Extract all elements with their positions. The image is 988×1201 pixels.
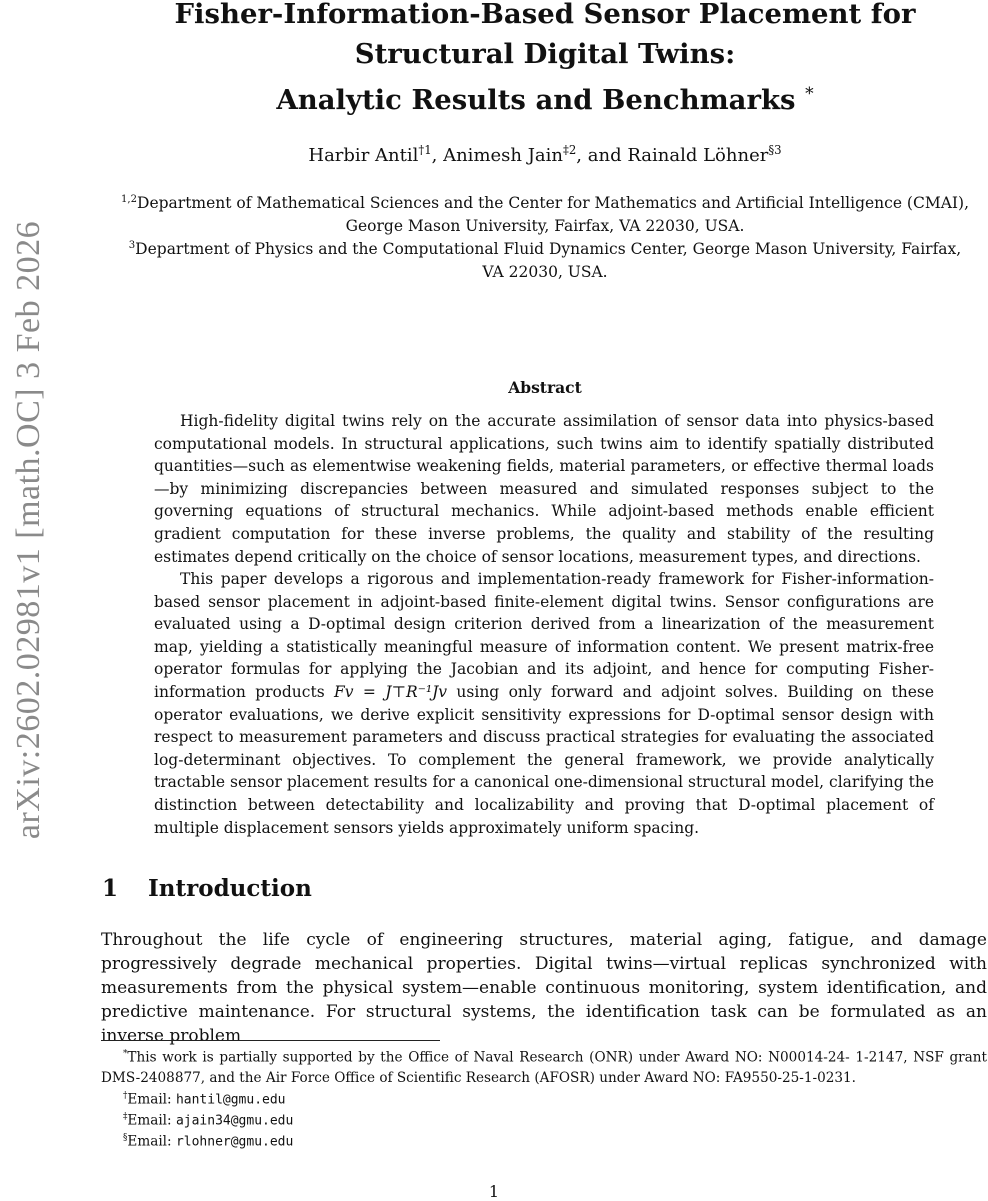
email-link[interactable]: ajain34@gmu.edu [175,1113,294,1129]
email-link[interactable]: rlohner@gmu.edu [175,1134,294,1150]
author-separator: , and [576,145,628,166]
title-footnote-mark: * [805,84,814,104]
affiliation-text: George Mason University, Fairfax, VA 22030, USA. [345,217,745,236]
paper-title-line-2: Structural Digital Twins: [354,38,736,70]
affiliation-1 [100,188,988,238]
author-name: Rainald Löhner [627,145,769,166]
author-list [100,143,988,166]
author-name: Animesh Jain [443,145,564,166]
affiliation-text: Department of Mathematical Sciences and the Center for Mathematics and Artificial Intelligence (CMAI), [137,194,969,213]
abstract-text: This paper develops a rigorous and implementation-ready framework for Fisher-information-based sensor placement in adjoint-based finite-element digital twins. Sensor configurations are evaluated using a D-optimal design criterion derived from a linearization of the measurement map, yielding a statistically meaningful measure of information content. We present matrix-free operator formulas for applying the Jacobian and its adjoint, and hence for computing Fisher-information products [154,570,934,701]
footnote-mark: † [123,1091,128,1101]
footnote-email-3 [101,1128,987,1153]
page-number: 1 [488,1182,500,1201]
footnote-text: This work is partially supported by the Office of Naval Research (ONR) under Award NO: N00014-24- 1-2147, NSF grant DMS-2408877, and the Air Force Office of Scientific Research (AFOSR) under Award NO: FA9550-25-1-0231. [101,1049,987,1086]
abstract-text: using only forward and adjoint solves. Building on these operator evaluations, we derive explicit sensitivity expressions for D-optimal sensor design with respect to measurement parameters and discuss practical strategies for evaluating the associated log-determinant objectives. To complement the general framework, we provide analytically tractable sensor placement results for a canonical one-dimensional structural model, clarifying the distinction between detectability and localizability and proving that D-optimal placement of multiple displacement sensors yields approximately uniform spacing. [154,682,934,837]
affiliation-text: Department of Physics and the Computational Fluid Dynamics Center, George Mason University, Fairfax, [135,240,962,259]
footnote-mark: § [123,1133,128,1143]
introduction-paragraph: Throughout the life cycle of engineering structures, material aging, fatigue, and damage progressively degrade mechanical properties. Digital twins—virtual replicas synchronized with measurements from the physical system—enable continuous monitoring, system identification, and predictive maintenance. For structural systems, the identification task can be formulated as an inverse problem [101,930,987,1046]
author-separator: , [431,145,444,166]
footnote-funding [101,1044,987,1088]
title-text: Analytic Results and Benchmarks [276,84,796,117]
arxiv-identifier: arXiv:2602.02981v1 [math.OC] 3 Feb 2026 [10,220,47,840]
footnote-rule [101,1040,440,1041]
affiliation-mark: 3 [128,240,136,251]
author-mark: §3 [768,143,782,157]
paper-title-line-3 [100,74,988,120]
paper-title-line-1: Fisher-Information-Based Sensor Placement for [174,0,916,30]
author-mark: ‡2 [563,143,577,157]
footnote-mark: ‡ [123,1112,128,1122]
footnote-label: Email: [127,1133,176,1150]
section-number: 1 [102,875,119,902]
section-title: Introduction [148,875,312,902]
affiliation-mark: 1,2 [121,194,138,205]
footnote-label: Email: [127,1091,176,1108]
email-link[interactable]: hantil@gmu.edu [175,1092,286,1108]
footnote-mark: * [123,1049,128,1059]
fisher-formula: Fv = J⊤R⁻¹Jv [334,682,448,701]
affiliation-text: VA 22030, USA. [482,263,608,282]
footnote-label: Email: [127,1112,176,1129]
affiliation-2 [100,234,988,284]
arxiv-sidebar [0,0,58,1200]
author-mark: †1 [418,143,432,157]
abstract-paragraph-2 [154,568,934,839]
section-heading-introduction [102,875,312,902]
abstract-paragraph-1: High-fidelity digital twins rely on the accurate assimilation of sensor data into physics-based computational models. In structural applications, such twins aim to identify spatially distributed quantities—such as elementwise weakening fields, material parameters, or effective thermal loads—by minimizing discrepancies between measured and simulated responses subject to the governing equations of structural mechanics. While adjoint-based methods enable efficient gradient computation for these inverse problems, the quality and stability of the resulting estimates depend critically on the choice of sensor locations, measurement types, and directions. [154,412,934,566]
author-name: Harbir Antil [308,145,419,166]
abstract-heading: Abstract [508,378,582,397]
